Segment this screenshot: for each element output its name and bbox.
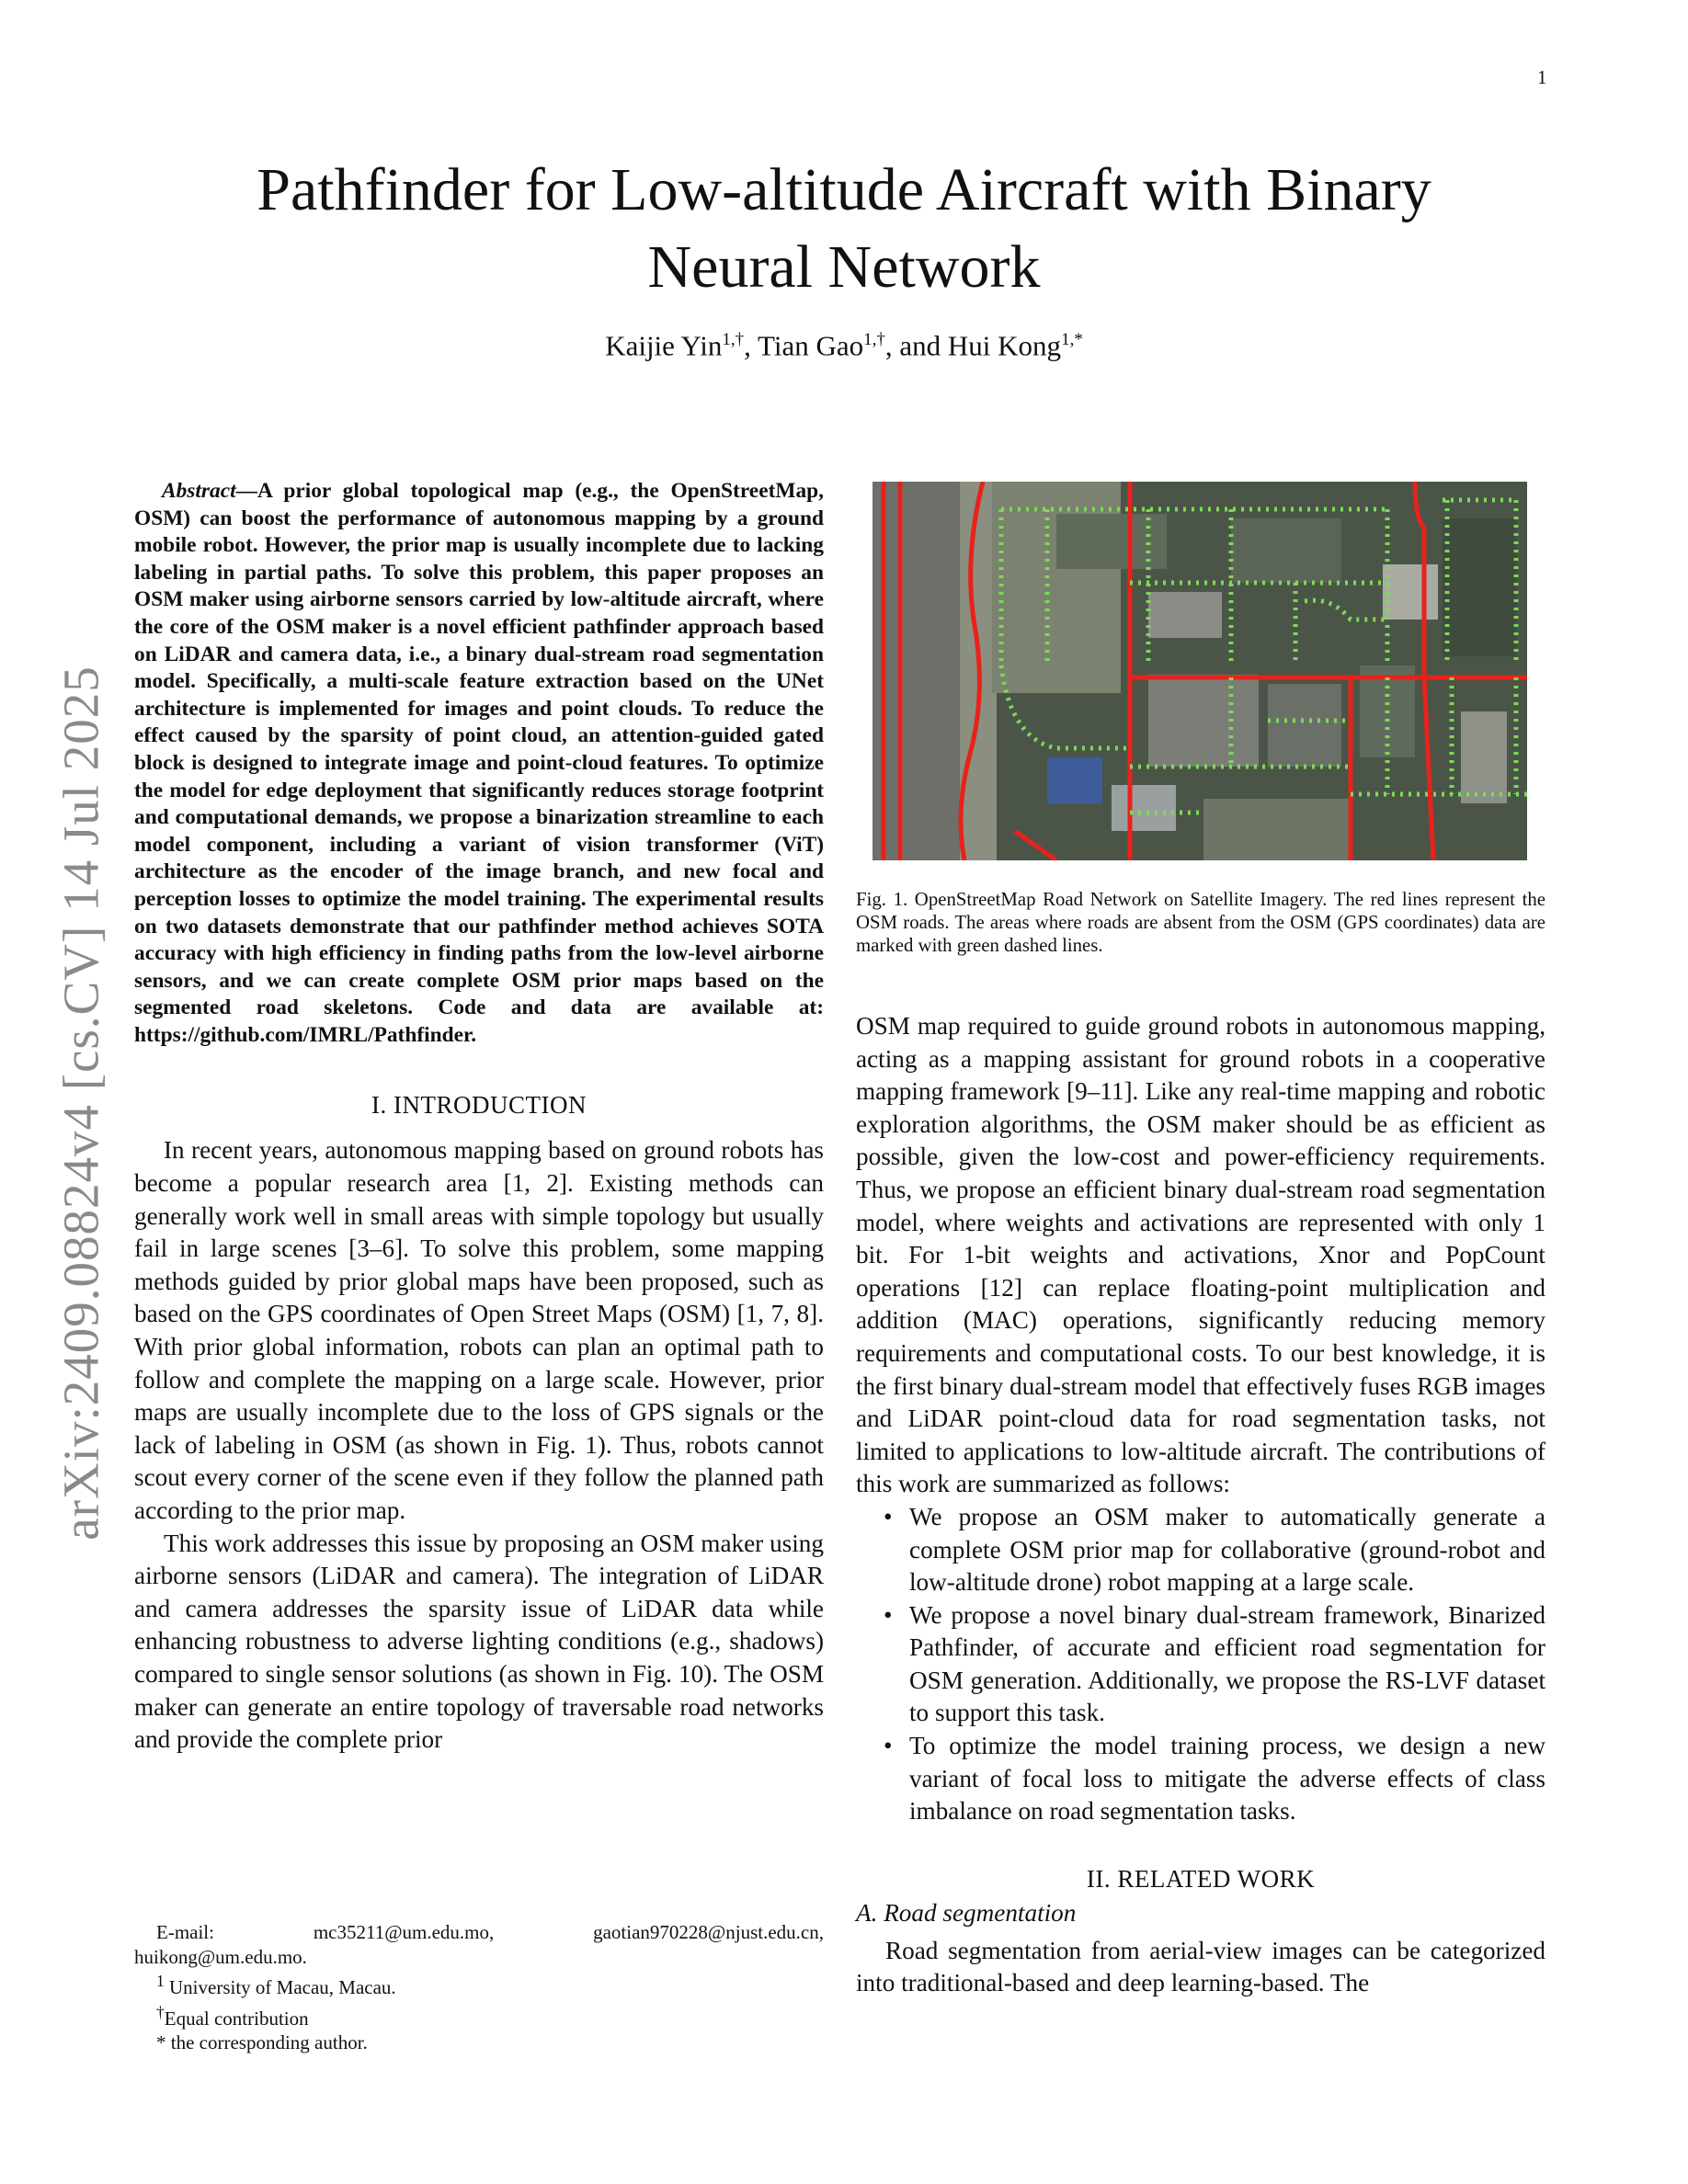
bullet-icon: •: [884, 1732, 893, 1760]
map-block: [1203, 799, 1351, 860]
map-field-area: [992, 482, 1121, 693]
abstract-label: Abstract: [162, 479, 236, 503]
equal-text: Equal contribution: [164, 2007, 309, 2030]
footnote-corresponding-author: * the corresponding author.: [156, 2031, 368, 2053]
right-column: [856, 478, 1545, 2000]
affiliation-text: University of Macau, Macau.: [169, 1976, 396, 1998]
left-column: [134, 478, 824, 1757]
author-name: Tian Gao: [758, 329, 864, 362]
map-building: [1148, 592, 1222, 638]
email-1: mc35211@um.edu.mo,: [313, 1921, 495, 1943]
author-name: Hui Kong: [947, 329, 1062, 362]
author-name: Kaijie Yin: [605, 329, 723, 362]
section-heading-introduction: I. INTRODUCTION: [371, 1091, 587, 1120]
author-list: Kaijie Yin$^{1,\dagger}$, Tian Gao$^{1,\dagger}$, and Hui Kong$^{1,*}$: [605, 329, 1083, 362]
email-label: E-mail:: [156, 1921, 214, 1943]
email-3: huikong@um.edu.mo.: [134, 1945, 307, 1968]
bullet-icon: •: [884, 1600, 893, 1629]
list-item: [856, 1501, 1545, 1599]
footnote-affiliation: [134, 1969, 824, 2000]
intro-paragraph-3: OSM map required to guide ground robots in autonomous mapping, acting as a mapping assistant for ground robots in a cooperative mapping framework [9–11]. Like any real-time mapping and robotic exploration algorithms, the OSM maker should be as efficient as possible, given the low-cost and power-efficiency requirements. Thus, we propose an efficient binary dual-stream road segmentation model, where weights and activations are represented with only 1 bit. For 1-bit weights and activations, Xnor and PopCount operations [12] can replace floating-point multiplication and addition (MAC) operations, significantly reducing memory requirements and computational costs. To our best knowledge, it is the first binary dual-stream model that effectively fuses RGB images and LiDAR point-cloud data for road segmentation tasks, not limited to applications to low-altitude aircraft. The contributions of this work are summarized as follows:: [856, 1012, 1545, 1498]
email-2: gaotian970228@njust.edu.cn,: [593, 1921, 824, 1943]
equal-sup: †: [156, 2002, 165, 2021]
intro-paragraph-2: This work addresses this issue by proposing an OSM maker using airborne sensors (LiDAR and camera). The integration of LiDAR and camera addresses the sparsity issue of LiDAR data while enhancing robustness to adverse lighting conditions (e.g., shadows) compared to single sensor solutions (as shown in Fig. 10). The OSM maker can generate an entire topology of traversable road networks and provide the complete prior: [134, 1529, 824, 1754]
abstract-text: —A prior global topological map (e.g., the OpenStreetMap, OSM) can boost the performance of autonomous mapping by a ground mobile robot. However, the prior map is usually incomplete due to lacking labeling in partial paths. To solve this problem, this paper proposes an OSM maker using airborne sensors carried by low-altitude aircraft, where the core of the OSM maker is a novel efficient pathfinder approach based on LiDAR and camera data, i.e., a binary dual-stream road segmentation model. Specifically, a multi-scale feature extraction based on the UNet architecture is implemented for images and point clouds. To reduce the effect caused by the sparsity of point cloud, an attention-guided gated block is designed to integrate image and point-cloud features. To optimize the model for edge deployment that significantly reduces storage footprint and computational demands, we propose a binarization streamline to each model component, including a variant of vision transformer (ViT) architecture as the encoder of the image branch, and new focal and perception losses to optimize the model training. The experimental results on two datasets demonstrate that our pathfinder method achieves SOTA accuracy with high efficiency in finding paths from the low-level airborne sensors, and we can create complete OSM prior maps based on the segmented road skeletons. Code and data are available at: https://github.com/IMRL/Pathfinder.: [134, 479, 824, 1047]
footnotes: [134, 1920, 824, 2055]
page-number: 1: [1537, 66, 1547, 88]
author-sup: 1,*: [1061, 330, 1083, 349]
footnote-equal-contribution: [134, 2000, 824, 2031]
map-tree-area: [1443, 518, 1516, 656]
figure-caption: Fig. 1. OpenStreetMap Road Network on Satellite Imagery. The red lines represent the OSM roads. The areas where roads are absent from the OSM (GPS coordinates) data are marked with green dashed lines.: [856, 889, 1545, 956]
map-building: [1148, 675, 1259, 767]
list-item: [856, 1599, 1545, 1730]
affiliation-sup: 1: [156, 1972, 165, 1990]
map-building: [1112, 785, 1176, 831]
list-item-text: We propose an OSM maker to automatically generate a complete OSM prior map for collaborative (ground-robot and low-altitude drone) robot mapping at a large scale.: [909, 1502, 1545, 1597]
list-item-text: We propose a novel binary dual-stream framework, Binarized Pathfinder, of accurate and efficient road segmentation for OSM generation. Additionally, we propose the RS-LVF dataset to support this task.: [909, 1600, 1545, 1727]
satellite-map-illustration: [873, 482, 1527, 860]
section-heading-related-work: II. RELATED WORK: [1086, 1864, 1316, 1893]
subsection-heading-road-segmentation: A. Road segmentation: [856, 1898, 1077, 1927]
map-building: [1268, 684, 1341, 767]
arxiv-identifier: arXiv:2409.08824v4 [cs.CV] 14 Jul 2025: [52, 665, 109, 1541]
map-building: [1461, 711, 1507, 803]
bullet-icon: •: [884, 1502, 893, 1530]
figure-satellite-map: [873, 482, 1527, 860]
list-item: [856, 1730, 1545, 1828]
map-building: [1383, 564, 1438, 620]
list-item-text: To optimize the model training process, we design a new variant of focal loss to mitigate the adverse effects of class imbalance on road segmentation tasks.: [909, 1732, 1545, 1826]
author-sup: 1,†: [863, 330, 885, 349]
map-blue-roof: [1047, 757, 1102, 803]
related-paragraph-1: Road segmentation from aerial-view images can be categorized into traditional-based and deep learning-based. The: [856, 1936, 1545, 1997]
intro-paragraph-1: In recent years, autonomous mapping based on ground robots has become a popular research area [1, 2]. Existing methods can generally work well in small areas with simple topology but usually fail in large scenes [3–6]. To solve this problem, some mapping methods guided by prior global maps have been proposed, such as based on the GPS coordinates of Open Street Maps (OSM) [1, 7, 8]. With prior global information, robots can plan an optimal path to follow and complete the mapping on a large scale. However, prior maps are usually incomplete due to the loss of GPS signals or the lack of labeling in OSM (as shown in Fig. 1). Thus, robots cannot scout every corner of the scene even if they follow the planned path according to the prior map.: [134, 1136, 824, 1524]
contributions-list: [856, 1501, 1545, 1828]
author-sup: 1,†: [722, 330, 745, 349]
map-block: [1231, 518, 1341, 583]
paper-title: [147, 152, 1541, 306]
title-line-2: Neural Network: [647, 233, 1041, 301]
title-line-1: Pathfinder for Low-altitude Aircraft with Binary: [257, 156, 1431, 223]
footnote-email: [134, 1920, 824, 1945]
abstract: [134, 478, 824, 1049]
